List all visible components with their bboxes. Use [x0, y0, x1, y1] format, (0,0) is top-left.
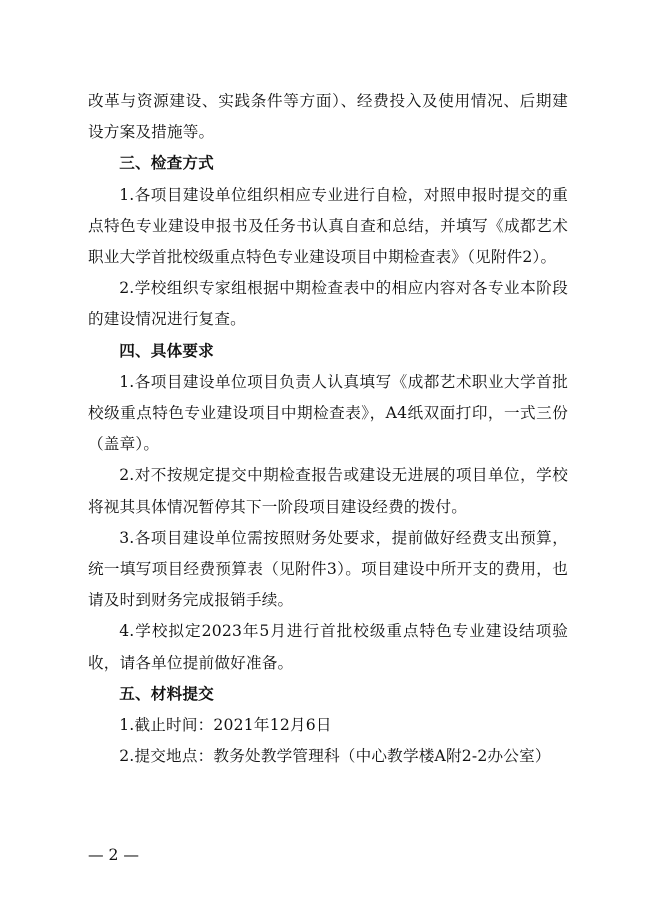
paragraph-fill-form: 1.各项目建设单位项目负责人认真填写《成都艺术职业大学首批校级重点特色专业建设项目中期检查表》，A4纸双面打印，一式三份（盖章）。 [88, 372, 568, 454]
paragraph-location: 2.提交地点：教务处教学管理科（中心教学楼A附2-2办公室） [119, 747, 551, 766]
paragraph-suspend-funding: 2.对不按规定提交中期检查报告或建设无进展的项目单位，学校将视其具体情况暂停其下一阶段项目建设经费的拨付。 [88, 466, 568, 516]
paragraph-budget: 3.各项目建设单位需按照财务处要求，提前做好经费支出预算，统一填写项目经费预算表（见附件3）。项目建设中所开支的费用，也请及时到财务完成报销手续。 [88, 528, 568, 610]
section-heading-requirements: 四、具体要求 [119, 341, 214, 360]
document-body [88, 86, 568, 772]
paragraph-deadline: 1.截止时间：2021年12月6日 [119, 716, 332, 735]
page-number: — 2 — [88, 846, 140, 864]
paragraph-self-inspection: 1.各项目建设单位组织相应专业进行自检，对照申报时提交的重点特色专业建设申报书及任务书认真自查和总结，并填写《成都艺术职业大学首批校级重点特色专业建设项目中期检查表》（见附件2）。 [88, 185, 568, 267]
paragraph-final-acceptance: 4.学校拟定2023年5月进行首批校级重点特色专业建设结项验收，请各单位提前做好准备。 [88, 622, 568, 672]
paragraph-expert-review: 2.学校组织专家组根据中期检查表中的相应内容对各专业本阶段的建设情况进行复查。 [88, 279, 568, 329]
section-heading-submission: 五、材料提交 [119, 684, 214, 703]
paragraph-continuation: 改革与资源建设、实践条件等方面）、经费投入及使用情况、后期建设方案及措施等。 [88, 92, 568, 142]
section-heading-inspection-method: 三、检查方式 [119, 154, 214, 173]
